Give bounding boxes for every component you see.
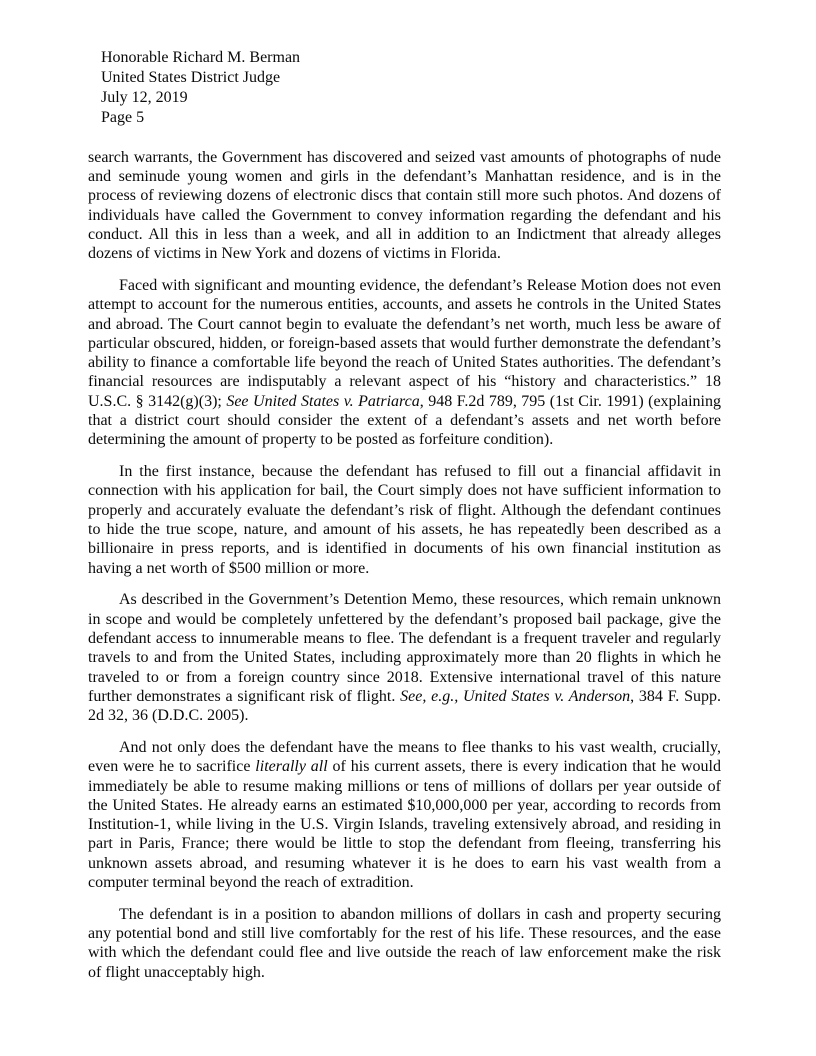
text-run: And not only does the defendant have the means to flee thanks to his vast wealth, crucially, even were he to sacrifice: [88, 738, 721, 776]
paragraph: [88, 462, 721, 578]
text-run: In the first instance, because the defendant has refused to fill out a financial affidavit in connection with his application for bail, the Court simply does not have sufficient information to properly and accurately evaluate the defendant’s risk of flight. Although the defendant continues to hide the true scope, nature, and amount of his assets, he has repeatedly been described as a billionaire in press reports, and is identified in documents of his own financial institution as having a net worth of $500 million or more.: [88, 463, 721, 577]
text-run: As described in the Government’s Detention Memo, these resources, which remain unknown in scope and would be completely unfettered by the defendant’s proposed bail package, give the defendant access to innumerable means to flee. The defendant is a frequent traveler and regularly travels to and from the United States, including approximately more than 20 flights in which he traveled to or from a foreign country since 2018. Extensive international travel of this nature further demonstrates a significant risk of flight.: [88, 591, 721, 705]
text-run: , 384 F. Supp. 2d 32, 36 (D.D.C. 2005).: [88, 687, 721, 725]
header-recipient-title: United States District Judge: [101, 68, 281, 86]
italic-text-run: See United States v. Patriarca: [226, 392, 420, 410]
text-run: of his current assets, there is every indication that he would immediately be able to resume making millions or tens of millions of dollars per year outside of the United States. He already earns an estimated $10,000,000 per year, according to records from Institution-1, while living in the U.S. Virgin Islands, traveling extensively abroad, and residing in part in Paris, France; there would be little to stop the defendant from fleeing, transferring his unknown assets abroad, and resuming whatever it is he does to earn his vast wealth from a computer terminal beyond the reach of extradition.: [88, 758, 722, 892]
italic-text-run: See, e.g., United States v. Anderson: [400, 687, 631, 705]
header-date: July 12, 2019: [101, 88, 188, 106]
paragraph: [88, 276, 721, 450]
text-run: The defendant is in a position to abandon millions of dollars in cash and property securing any potential bond and still live comfortably for the rest of his life. These resources, and the ease with which the defendant could flee and live outside the reach of law enforcement make the risk of flight unacceptably high.: [88, 905, 721, 981]
text-run: search warrants, the Government has discovered and seized vast amounts of photographs of nude and seminude young women and girls in the defendant’s Manhattan residence, and is in the process of reviewing dozens of electronic discs that contain still more such photos. And dozens of individuals have called the Government to convey information regarding the defendant and his conduct. All this in less than a week, and all in addition to an Indictment that already alleges dozens of victims in New York and dozens of victims in Florida.: [88, 148, 721, 263]
letter-header: [101, 48, 721, 128]
paragraph: [88, 905, 721, 982]
paragraph: [88, 590, 721, 725]
italic-text-run: literally all: [255, 758, 328, 776]
header-recipient-name: Honorable Richard M. Berman: [101, 49, 301, 66]
text-run: Faced with significant and mounting evidence, the defendant’s Release Motion does not even attempt to account for the numerous entities, accounts, and assets he controls in the United States and abroad. The Court cannot begin to evaluate the defendant’s net worth, much less be aware of particular obscured, hidden, or foreign-based assets that would further demonstrate the defendant’s ability to finance a comfortable life beyond the reach of United States authorities. The defendant’s financial resources are indisputably a relevant aspect of his “history and characteristics.” 18 U.S.C. § 3142(g)(3);: [88, 276, 721, 410]
paragraph: [88, 738, 721, 892]
document-body: [88, 148, 721, 982]
header-page-number: Page 5: [101, 108, 145, 126]
paragraph: [88, 148, 721, 264]
text-run: , 948 F.2d 789, 795 (1st Cir. 1991) (explaining that a district court should consider the extent of a defendant’s assets and net worth before determining the amount of property to be posted as forfeiture condition).: [88, 392, 721, 449]
